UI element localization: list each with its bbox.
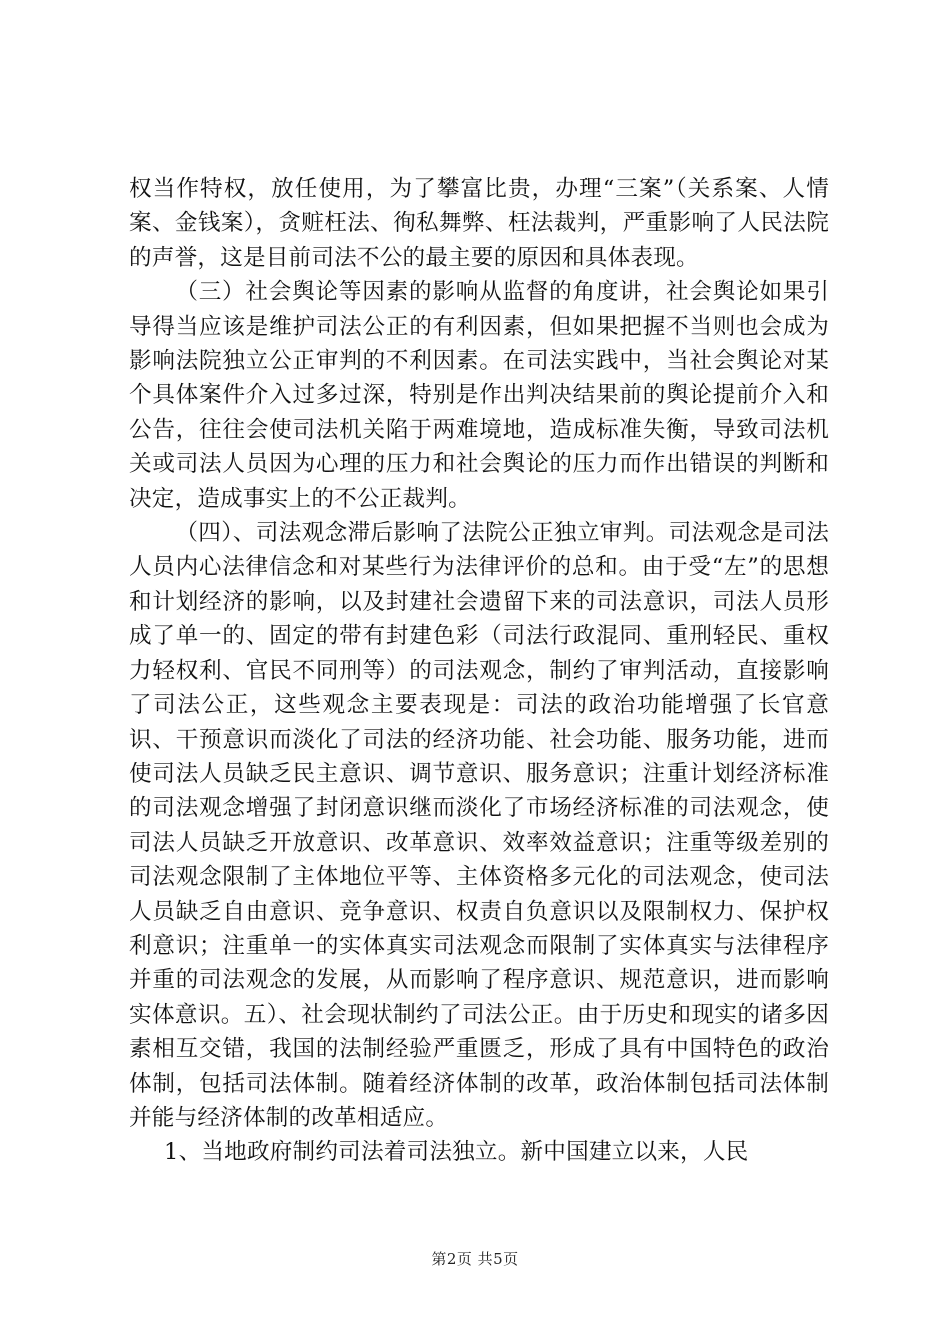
paragraph-local-government: 1、当地政府制约司法着司法独立。新中国建立以来，人民 bbox=[164, 1139, 749, 1166]
paragraph-continuation: 权当作特权，放任使用，为了攀富比贵，办理“三案”（关系案、人情案、金钱案），贪赃枉法、徇私舞弊、枉法裁判，严重影响了人民法院的声誉，这是目前司法不公的最主要的原因和具体表现。 bbox=[129, 176, 829, 271]
document-body bbox=[129, 172, 829, 1170]
paragraph-social-opinion: （三）社会舆论等因素的影响从监督的角度讲，社会舆论如果引导得当应该是维护司法公正的有利因素，但如果把握不当则也会成为影响法院独立公正审判的不利因素。在司法实践中，当社会舆论对某个具体案件介入过多过深，特别是作出判决结果前的舆论提前介入和公告，往往会使司法机关陷于两难境地，造成标准失衡，导致司法机关或司法人员因为心理的压力和社会舆论的压力而作出错误的判断和决定，造成事实上的不公正裁判。 bbox=[129, 279, 829, 512]
paragraph-judicial-concepts: （四）、司法观念滞后影响了法院公正独立审判。司法观念是司法人员内心法律信念和对某些行为法律评价的总和。由于受“左”的思想和计划经济的影响，以及封建社会遗留下来的司法意识，司法人员形成了单一的、固定的带有封建色彩（司法行政混同、重刑轻民、重权力轻权利、官民不同刑等）的司法观念，制约了审判活动，直接影响了司法公正，这些观念主要表现是：司法的政治功能增强了长官意识、干预意识而淡化了司法的经济功能、社会功能、服务功能，进而使司法人员缺乏民主意识、调节意识、服务意识；注重计划经济标准的司法观念增强了封闭意识继而淡化了市场经济标准的司法观念，使司法人员缺乏开放意识、改革意识、效率效益意识；注重等级差别的司法观念限制了主体地位平等、主体资格多元化的司法观念，使司法人员缺乏自由意识、竞争意识、权责自负意识以及限制权力、保护权利意识；注重单一的实体真实司法观念而限制了实体真实与法律程序并重的司法观念的发展，从而影响了程序意识、规范意识，进而影响实体意识。五）、社会现状制约了司法公正。由于历史和现实的诸多因素相互交错，我国的法制经验严重匮乏，形成了具有中国特色的政治体制，包括司法体制。随着经济体制的改革，政治体制包括司法体制并能与经济体制的改革相适应。 bbox=[129, 520, 829, 1131]
page-footer: 第2页 共5页 bbox=[431, 1250, 519, 1268]
